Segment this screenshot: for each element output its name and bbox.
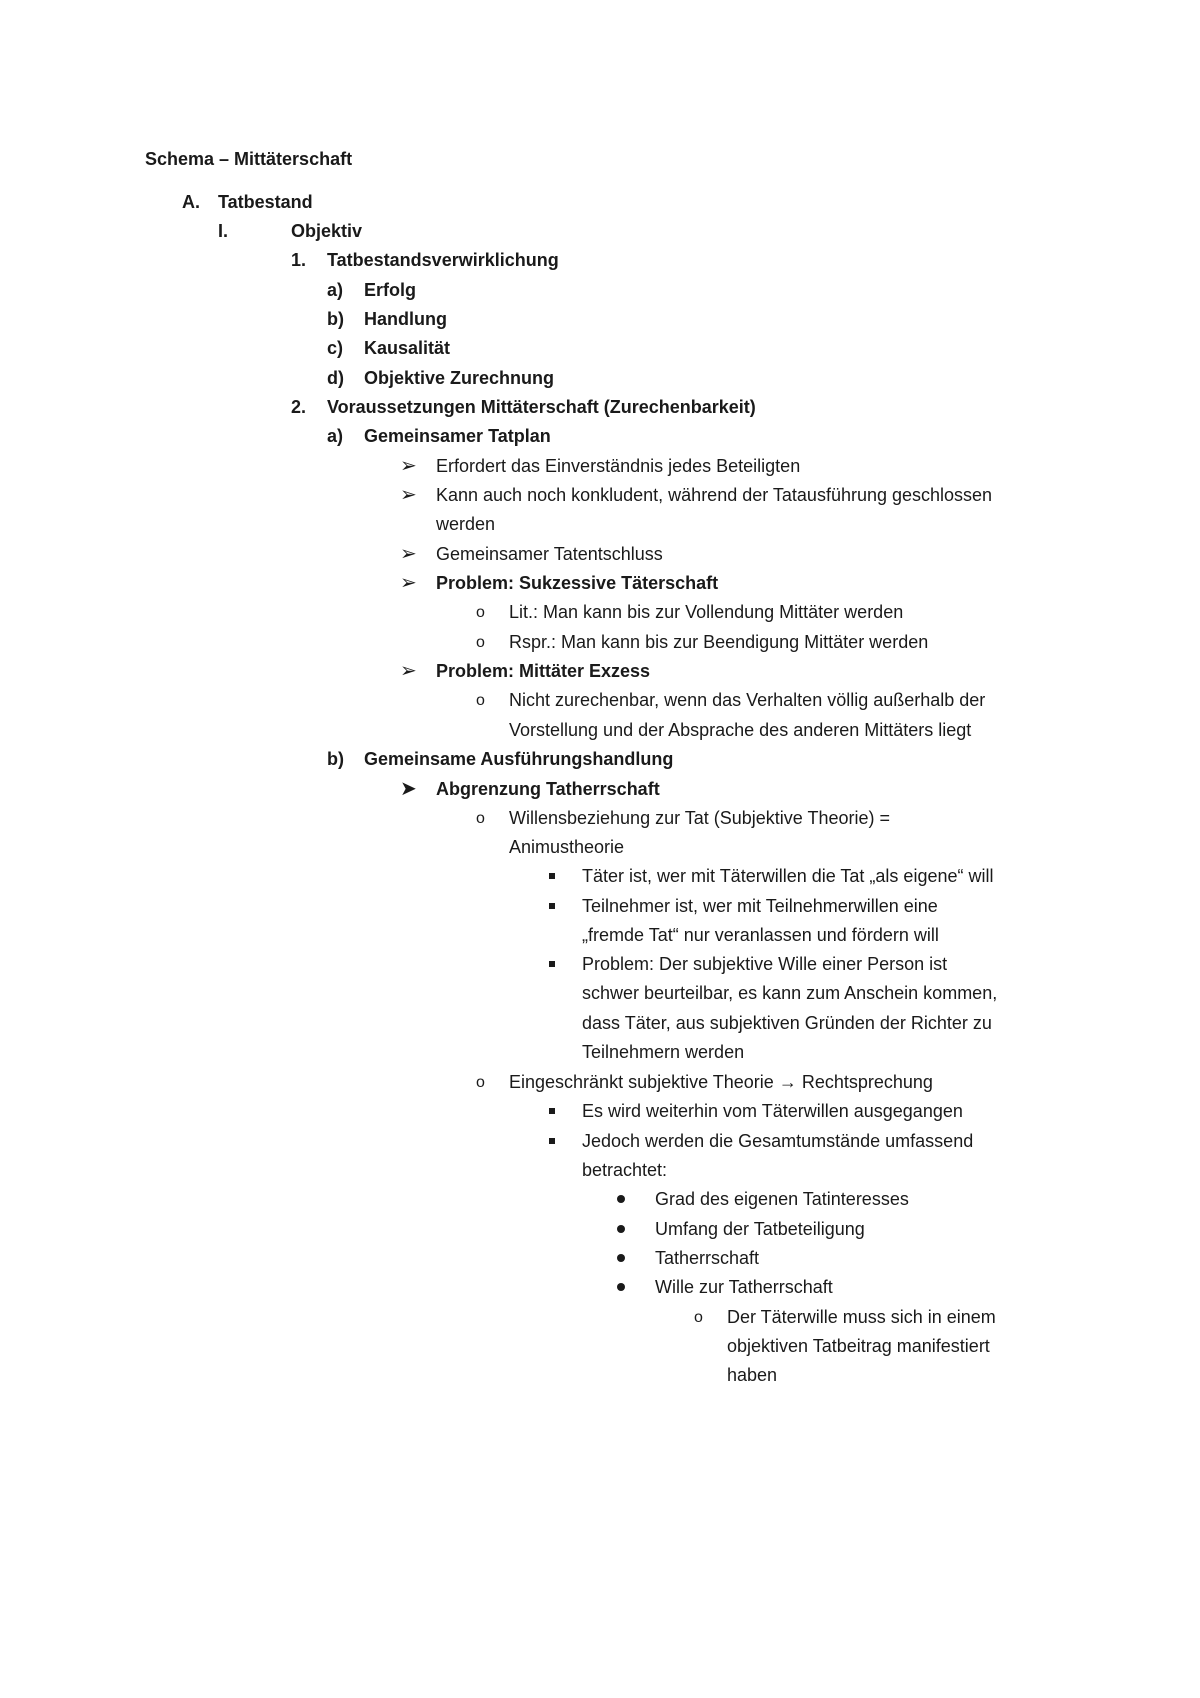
outline-text: „fremde Tat“ nur veranlassen und fördern will [582, 925, 939, 945]
outline-text: Handlung [364, 309, 447, 329]
outline-text: Der Täterwille muss sich in einem [727, 1307, 996, 1327]
circle-bullet-icon: o [476, 692, 485, 709]
outline-line [0, 1097, 1200, 1126]
dot-bullet-icon [617, 1215, 625, 1244]
outline-line [0, 246, 1200, 275]
outline-text: haben [727, 1365, 778, 1385]
outline-text: Erfolg [364, 280, 416, 300]
outline-text: Voraussetzungen Mittäterschaft (Zurechenbarkeit) [327, 397, 756, 417]
outline-text: Tatherrschaft [655, 1248, 760, 1268]
outline-line [0, 569, 1200, 598]
outline-text: Vorstellung und der Absprache des anderen Mittäters liegt [509, 720, 972, 740]
outline-text: Täter ist, wer mit Täterwillen die Tat „als eigene“ will [582, 866, 994, 886]
outline-text: Gemeinsame Ausführungshandlung [364, 749, 674, 769]
outline-line [0, 1215, 1200, 1244]
outline-marker: b) [327, 309, 344, 329]
outline-text: Problem: Der subjektive Wille einer Person ist [582, 954, 948, 974]
outline-line [0, 1361, 1200, 1390]
outline-line [0, 217, 1200, 246]
outline-text: objektiven Tatbeitrag manifestiert [727, 1336, 990, 1356]
outline-text: Teilnehmer ist, wer mit Teilnehmerwillen eine [582, 896, 938, 916]
outline-line [0, 364, 1200, 393]
outline-line [0, 862, 1200, 891]
outline-text: Erfordert das Einverständnis jedes Beteiligten [436, 456, 801, 476]
outline-text: Teilnehmern werden [582, 1042, 745, 1062]
outline-marker: I. [218, 221, 229, 241]
square-bullet-icon [549, 892, 555, 921]
outline-marker: d) [327, 368, 344, 388]
outline-line [0, 188, 1200, 217]
outline-text: Jedoch werden die Gesamtumstände umfassend [582, 1131, 974, 1151]
outline-line [0, 745, 1200, 774]
outline-line [0, 950, 1200, 979]
outline-text: Gemeinsamer Tatplan [364, 426, 551, 446]
outline-line [0, 716, 1200, 745]
outline-text: Tatbestandsverwirklichung [327, 250, 559, 270]
arrow-bullet-icon: ➢ [400, 455, 417, 477]
arrow-bullet-icon: ➢ [400, 484, 417, 506]
arrow-bullet-icon: ➤ [400, 778, 417, 800]
circle-bullet-icon: o [476, 810, 485, 827]
outline-text: Willensbeziehung zur Tat (Subjektive Theorie) = [509, 808, 891, 828]
arrow-bullet-icon: ➢ [400, 660, 417, 682]
circle-bullet-icon: o [694, 1309, 703, 1326]
outline-text: Animustheorie [509, 837, 625, 857]
square-bullet-icon [549, 1127, 555, 1156]
outline-line [0, 1185, 1200, 1214]
outline-line [0, 833, 1200, 862]
dot-bullet-icon [617, 1185, 625, 1214]
arrow-bullet-icon: ➢ [400, 543, 417, 565]
arrow-bullet-icon: ➢ [400, 572, 417, 594]
outline-text: Gemeinsamer Tatentschluss [436, 544, 663, 564]
outline-line [0, 686, 1200, 715]
outline-text: Tatbestand [218, 192, 313, 212]
outline-line [0, 1068, 1200, 1097]
outline-text: schwer beurteilbar, es kann zum Anschein kommen, [582, 983, 998, 1003]
outline-line [0, 628, 1200, 657]
outline-text: Problem: Sukzessive Täterschaft [436, 573, 719, 593]
outline-line [0, 1244, 1200, 1273]
outline-line [0, 892, 1200, 921]
outline-marker: a) [327, 280, 344, 300]
outline-line [0, 510, 1200, 539]
outline-text: betrachtet: [582, 1160, 668, 1180]
outline-text: Umfang der Tatbeteiligung [655, 1219, 865, 1239]
outline-line [0, 1009, 1200, 1038]
outline-text: Wille zur Tatherrschaft [655, 1277, 833, 1297]
outline-text: Grad des eigenen Tatinteresses [655, 1189, 909, 1209]
outline-line [0, 334, 1200, 363]
outline-text: Kausalität [364, 338, 451, 358]
outline-text: Eingeschränkt subjektive Theorie → Rechtsprechung [509, 1072, 933, 1092]
outline-line [0, 775, 1200, 804]
square-bullet-icon [549, 862, 555, 891]
outline-marker: A. [182, 192, 200, 212]
outline-marker: 2. [291, 397, 307, 417]
outline-line [0, 452, 1200, 481]
outline-text: Rspr.: Man kann bis zur Beendigung Mittäter werden [509, 632, 929, 652]
outline-text: Objektive Zurechnung [364, 368, 555, 388]
outline-line [0, 1332, 1200, 1361]
outline-line [0, 979, 1200, 1008]
square-bullet-icon [549, 950, 555, 979]
outline-line [0, 1303, 1200, 1332]
outline-text: Objektiv [291, 221, 363, 241]
outline-text: dass Täter, aus subjektiven Gründen der Richter zu [582, 1013, 992, 1033]
outline-text: Abgrenzung Tatherrschaft [436, 779, 660, 799]
outline-marker: b) [327, 749, 344, 769]
outline-marker: c) [327, 338, 344, 358]
outline-text: Es wird weiterhin vom Täterwillen ausgegangen [582, 1101, 963, 1121]
square-bullet-icon [549, 1097, 555, 1126]
outline-text: Kann auch noch konkludent, während der Tatausführung geschlossen [436, 485, 993, 505]
circle-bullet-icon: o [476, 634, 485, 651]
outline-line [0, 1273, 1200, 1302]
dot-bullet-icon [617, 1244, 625, 1273]
outline-line [0, 540, 1200, 569]
outline-line [0, 1156, 1200, 1185]
outline-text: Nicht zurechenbar, wenn das Verhalten völlig außerhalb der [509, 690, 986, 710]
outline-line [0, 657, 1200, 686]
outline-line [0, 804, 1200, 833]
outline-line [0, 276, 1200, 305]
outline-line [0, 393, 1200, 422]
outline-text: Problem: Mittäter Exzess [436, 661, 651, 681]
outline-marker: a) [327, 426, 344, 446]
dot-bullet-icon [617, 1273, 625, 1302]
document-title: Schema – Mittäterschaft [145, 149, 353, 169]
outline-line [0, 1038, 1200, 1067]
circle-bullet-icon: o [476, 604, 485, 621]
outline-marker: 1. [291, 250, 307, 270]
outline-line [0, 921, 1200, 950]
outline-line [0, 598, 1200, 627]
outline-line [0, 305, 1200, 334]
outline-text: Lit.: Man kann bis zur Vollendung Mittäter werden [509, 602, 904, 622]
outline-line [0, 422, 1200, 451]
circle-bullet-icon: o [476, 1074, 485, 1091]
outline-text: werden [436, 514, 496, 534]
outline-line [0, 1127, 1200, 1156]
outline-line [0, 481, 1200, 510]
